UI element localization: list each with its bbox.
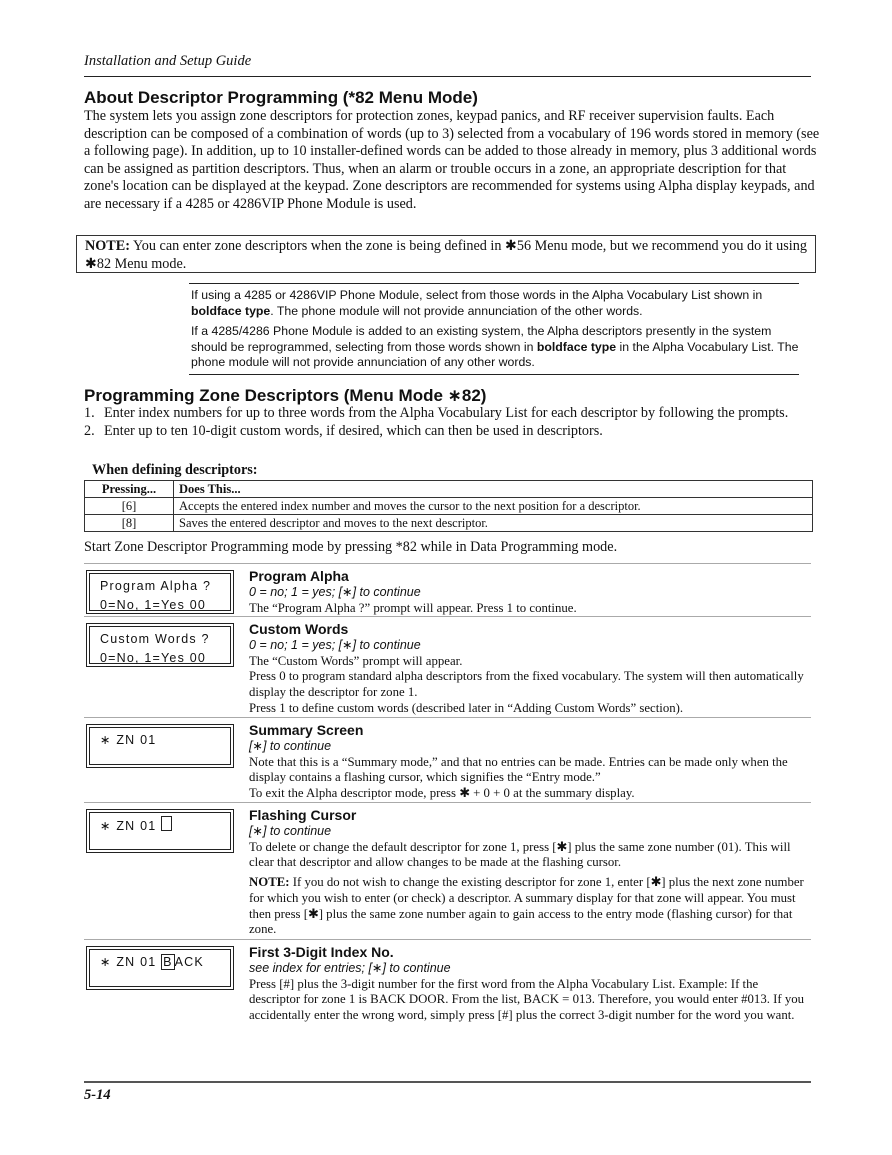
flashing-cursor-icon [161, 816, 172, 831]
key-function-table [84, 480, 813, 532]
step-divider [84, 616, 811, 617]
lcd-screen [89, 573, 231, 611]
step-text: To delete or change the default descriptor for zone 1, press [✱] plus the same zone number (01). This will clear that descriptor and allow changes to be made at the flashing cursor. [249, 839, 791, 870]
table-cell-action: Saves the entered descriptor and moves to the next descriptor. [174, 515, 813, 532]
table-row [85, 515, 813, 532]
list-item [84, 423, 814, 441]
callout-p1-bold: boldface type [191, 303, 271, 318]
step-divider [84, 563, 811, 564]
step-title: Flashing Cursor [249, 807, 357, 823]
callout-p2-bold: boldface type [536, 339, 617, 354]
page-number: 5-14 [84, 1087, 111, 1103]
section-title-programming: Programming Zone Descriptors (Menu Mode ∗82) [84, 386, 487, 405]
lcd-line-1: Program Alpha ? [100, 579, 212, 593]
lcd-display-summary [86, 724, 234, 768]
note-text: You can enter zone descriptors when the zone is being defined in ✱56 Menu mode, but we recommend you do it using ✱82 Menu mode. [85, 238, 807, 272]
step-text: Press 0 to program standard alpha descriptors from the fixed vocabulary. The system will then automatically display the descriptor for zone 1. [249, 669, 804, 700]
callout-paragraph-2 [191, 324, 799, 371]
step-title: Summary Screen [249, 722, 364, 738]
lcd-screen [89, 812, 231, 850]
table-header-does-this: Does This... [174, 481, 813, 498]
callout-p1-text-a: If using a 4285 or 4286VIP Phone Module, select from those words in the Alpha Vocabulary List shown in [191, 288, 763, 302]
table-cell-key: [6] [85, 498, 174, 515]
lcd-screen [89, 949, 231, 987]
step-subtitle: [∗] to continue [249, 739, 332, 753]
step-text: The “Custom Words” prompt will appear. [249, 653, 463, 668]
step-text: The “Program Alpha ?” prompt will appear. Press 1 to continue. [249, 600, 577, 615]
step-subtitle: 0 = no; 1 = yes; [∗] to continue [249, 585, 421, 599]
lcd-line-1: ∗ ZN 01 [100, 819, 162, 833]
table-header-row [85, 481, 813, 498]
lcd-display-program-alpha [86, 570, 234, 614]
list-item-number: 2. [84, 422, 95, 439]
step-note-text: If you do not wish to change the existing descriptor for zone 1, enter [✱] plus the next zone number for which you wish to enter (or check) a descriptor. A summary display for that zone will appear. You must then press [✱] plus the same zone number again to gain access to the entry mode (flashing cursor) for that zone. [249, 875, 804, 937]
list-item-number: 1. [84, 405, 95, 421]
step-custom-words [249, 621, 809, 717]
callout-p2-text-b: in the Alpha Vocabulary List. The phone module will not provide annunciation of any other words. [191, 339, 799, 369]
step-note-label: NOTE: [249, 875, 290, 890]
step-divider [84, 939, 811, 940]
lcd-line-2: 0=No, 1=Yes 00 [100, 598, 206, 612]
section-title-about: About Descriptor Programming (*82 Menu Mode) [84, 88, 478, 107]
lcd-display-custom-words [86, 623, 234, 667]
lcd-prefix: ∗ ZN 01 [100, 955, 162, 969]
list-item-text: Enter up to ten 10-digit custom words, if desired, which can then be used in descriptors. [104, 422, 603, 439]
lcd-screen [89, 626, 231, 664]
lcd-line-1: ∗ ZN 01 [100, 733, 157, 747]
note-label: NOTE: [85, 238, 130, 254]
lcd-line-2: 0=No, 1=Yes 00 [100, 651, 206, 665]
step-divider [84, 802, 811, 803]
list-item [84, 405, 814, 423]
step-first-index [249, 944, 809, 1024]
lcd-line-1: Custom Words ? [100, 632, 210, 646]
lcd-screen [89, 727, 231, 765]
numbered-list [84, 405, 814, 440]
step-subtitle: see index for entries; [∗] to continue [249, 961, 451, 975]
step-flashing-cursor [249, 807, 809, 938]
lcd-rest: ACK [174, 955, 204, 969]
step-note [249, 875, 809, 938]
step-text: To exit the Alpha descriptor mode, press ✱ + 0 + 0 at the summary display. [249, 786, 635, 801]
step-title: Program Alpha [249, 568, 349, 584]
start-instruction: Start Zone Descriptor Programming mode by pressing *82 while in Data Programming mode. [84, 539, 618, 555]
callout-p2-text-a: If a 4285/4286 Phone Module is added to an existing system, the Alpha descriptors presently in the system should be reprogrammed, selecting from those words shown in [191, 324, 772, 354]
list-item-text: Enter index numbers for up to three words from the Alpha Vocabulary List for each descriptor by following the prompts. [104, 405, 789, 421]
step-summary-screen [249, 722, 809, 802]
lcd-display-flashing-cursor [86, 809, 234, 853]
callout-paragraph-1 [191, 288, 799, 319]
step-title: Custom Words [249, 621, 349, 637]
step-title: First 3-Digit Index No. [249, 944, 394, 960]
step-text: Press [#] plus the 3-digit number for the first word from the Alpha Vocabulary List. Example: If the descriptor for zone 1 is BACK DOOR. From the list, BACK = 013. Therefore, you would enter #013. If you accidentally enter the wrong word, simply press [#] plus the correct 3-digit number for the word you want. [249, 976, 805, 1023]
step-text: Note that this is a “Summary mode,” and that no entries can be made. Entries can be made only when the display contains a flashing cursor, which signifies the “Entry mode.” [249, 754, 788, 785]
lcd-display-index-entry [86, 946, 234, 990]
cursor-character: B [163, 955, 173, 969]
header-rule [84, 76, 811, 77]
table-row [85, 498, 813, 515]
table-header-pressing: Pressing... [85, 481, 174, 498]
step-subtitle: [∗] to continue [249, 824, 332, 838]
note-box [76, 235, 816, 273]
table-caption: When defining descriptors: [92, 462, 258, 478]
table-cell-action: Accepts the entered index number and moves the cursor to the next position for a descriptor. [174, 498, 813, 515]
step-subtitle: 0 = no; 1 = yes; [∗] to continue [249, 638, 421, 652]
footer-rule [84, 1081, 811, 1083]
section-body-about: The system lets you assign zone descriptors for protection zones, keypad panics, and RF receiver supervision faults. Each description can be composed of a combination of words (up to 3) selected from a vocabulary of 196 words stored in memory (see a following page). In addition, up to 10 installer-defined words can be added to those already in memory, plus 3 additional words can be assigned as partition descriptors. Thus, when an alarm or trouble occurs in a zone, an appropriate description for that zone's location can be displayed at the keypad. Zone descriptors are recommended for systems using Alpha display keypads, and are necessary if a 4285 or 4286VIP Phone Module is used. [84, 108, 820, 212]
table-cell-key: [8] [85, 515, 174, 532]
step-text: Press 1 to define custom words (described later in “Adding Custom Words” section). [249, 700, 684, 715]
step-divider [84, 717, 811, 718]
phone-module-callout [189, 283, 799, 375]
running-header: Installation and Setup Guide [84, 53, 252, 69]
step-program-alpha [249, 568, 809, 616]
callout-p1-text-b: . The phone module will not provide annunciation of the other words. [270, 303, 643, 318]
